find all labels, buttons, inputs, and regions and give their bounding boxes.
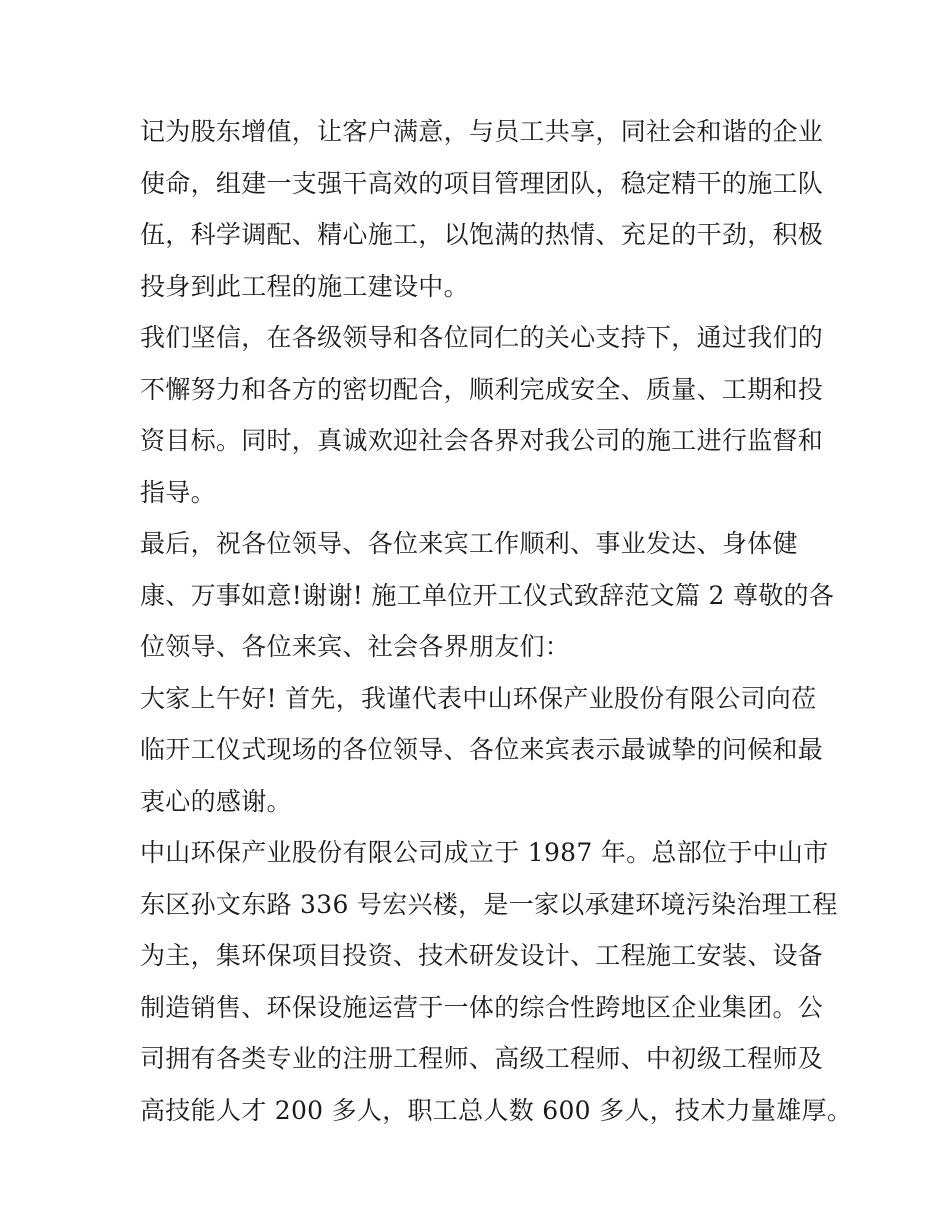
text-line: 最后，祝各位领导、各位来宾工作顺利、事业发达、身体健: [140, 529, 798, 558]
text-line: 制造销售、环保设施运营于一体的综合性跨地区企业集团。公: [140, 992, 824, 1022]
text-line: 投身到此工程的施工建设中。: [140, 271, 469, 301]
text-line: 衷心的感谢。: [140, 786, 292, 816]
text-line: 我们坚信，在各级领导和各位同仁的关心支持下，通过我们的: [140, 323, 824, 352]
text-line: 不懈努力和各方的密切配合，顺利完成安全、质量、工期和投: [140, 374, 824, 404]
text-line: 高技能人才 200 多人，职工总人数 600 多人，技术力量雄厚。: [140, 1095, 853, 1125]
text-line: 伍，科学调配、精心施工，以饱满的热情、充足的干劲，积极: [140, 220, 824, 249]
text-line: 东区孙文东路 336 号宏兴楼，是一家以承建环境污染治理工程: [140, 889, 838, 919]
text-line: 为主，集环保项目投资、技术研发设计、工程施工安装、设备: [140, 941, 824, 970]
document-body: [140, 106, 853, 1136]
text-line: 位领导、各位来宾、社会各界朋友们：: [140, 632, 571, 661]
text-line: 记为股东增值，让客户满意，与员工共享，同社会和谐的企业: [140, 117, 824, 146]
text-line: 中山环保产业股份有限公司成立于 1987 年。总部位于中山市: [140, 838, 829, 867]
text-line: 康、万事如意!谢谢! 施工单位开工仪式致辞范文篇 2 尊敬的各: [140, 580, 835, 610]
text-line: 资目标。同时，真诚欢迎社会各界对我公司的施工进行监督和: [140, 426, 824, 455]
text-line: 临开工仪式现场的各位领导、各位来宾表示最诚挚的问候和最: [140, 735, 824, 764]
text-line: 司拥有各类专业的注册工程师、高级工程师、中初级工程师及: [140, 1044, 824, 1073]
text-line: 指导。: [140, 477, 216, 507]
text-line: 大家上午好! 首先，我谨代表中山环保产业股份有限公司向莅: [140, 683, 817, 713]
text-line: 使命，组建一支强干高效的项目管理团队，稳定精干的施工队: [140, 168, 824, 198]
